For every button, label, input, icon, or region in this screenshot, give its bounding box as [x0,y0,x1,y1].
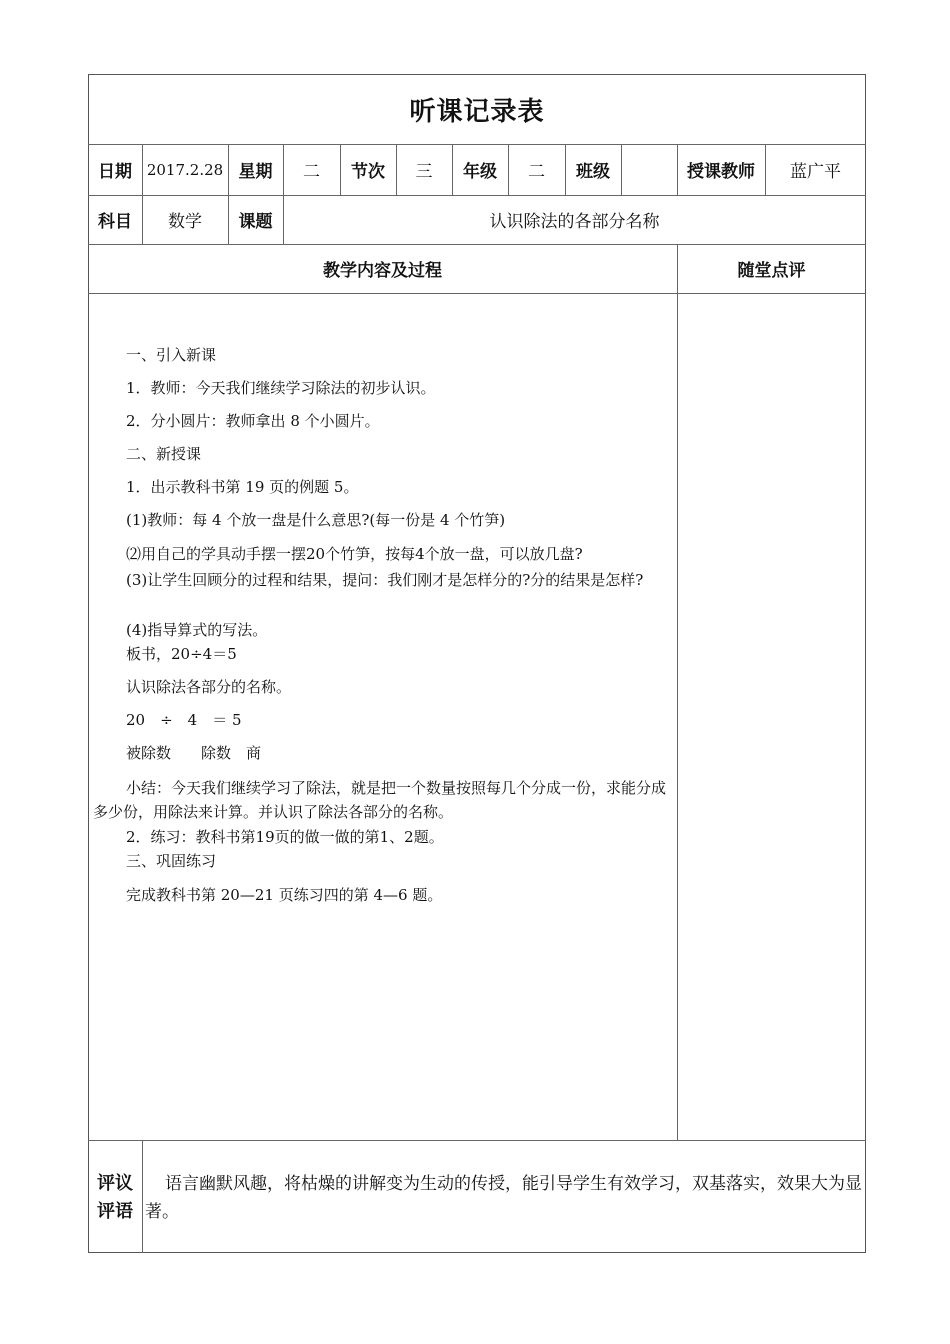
content-line: 1．出示教科书第 19 页的例题 5。 [126,478,359,496]
subject-label: 科目 [98,212,132,232]
content-line: 三、巩固练习 [126,852,217,870]
content-line: 认识除法各部分的名称。 [126,678,292,696]
content-line: 二、新授课 [126,445,202,463]
comment-label-line2: 评语 [97,1201,133,1222]
teacher-label: 授课教师 [687,162,755,182]
comment-label [90,1170,140,1226]
content-line: 完成教科书第 20—21 页练习四的第 4—6 题。 [126,886,443,904]
divider [88,1140,866,1141]
topic-value: 认识除法的各部分名称 [489,212,660,232]
content-line: 一、引入新课 [126,346,217,364]
content-line: 2．练习：教科书第19页的做一做的第1、2题。 [126,828,444,846]
content-line: 被除数 除数 商 [126,744,262,762]
divider [142,1140,143,1253]
content-line: 板书，20÷4＝5 [126,645,237,663]
class-label: 班级 [576,162,610,182]
content-header: 教学内容及过程 [323,261,442,281]
grade-value: 二 [528,162,545,182]
weekday-value: 二 [303,162,320,182]
content-line: (4)指导算式的写法。 [126,621,268,639]
content-line: 20 ÷ 4 ＝ 5 [126,711,242,729]
content-line: ⑵用自己的学具动手摆一摆20个竹笋，按每4个放一盘，可以放几盘? [126,545,583,563]
content-line: 小结：今天我们继续学习了除法，就是把一个数量按照每几个分成一份，求能分成多少份，用除法来计算。并认识了除法各部分的名称。 [93,779,667,821]
subject-value: 数学 [168,212,202,232]
period-value: 三 [415,162,433,182]
remarks-header: 随堂点评 [737,261,806,281]
date-label: 日期 [98,162,132,182]
topic-label: 课题 [238,212,273,232]
comment-label-line1: 评议 [97,1173,133,1194]
period-label: 节次 [351,162,385,182]
weekday-label: 星期 [238,162,273,182]
teacher-value: 蓝广平 [790,162,841,182]
remarks-value [677,293,866,1140]
date-value: 2017.2.28 [146,160,224,179]
class-value [621,144,677,195]
grade-label: 年级 [463,162,497,182]
content-line: (3)让学生回顾分的过程和结果，提问：我们刚才是怎样分的?分的结果是怎样? [126,571,644,589]
content-line: 1．教师：今天我们继续学习除法的初步认识。 [126,379,436,397]
comment-text: 语言幽默风趣，将枯燥的讲解变为生动的传授，能引导学生有效学习，双基落实，效果大为显著。 [145,1174,862,1222]
content-line: 2．分小圆片：教师拿出 8 个小圆片。 [126,412,380,430]
page-title: 听课记录表 [409,96,545,127]
content-line: (1)教师：每 4 个放一盘是什么意思?(每一份是 4 个竹笋) [126,511,506,529]
